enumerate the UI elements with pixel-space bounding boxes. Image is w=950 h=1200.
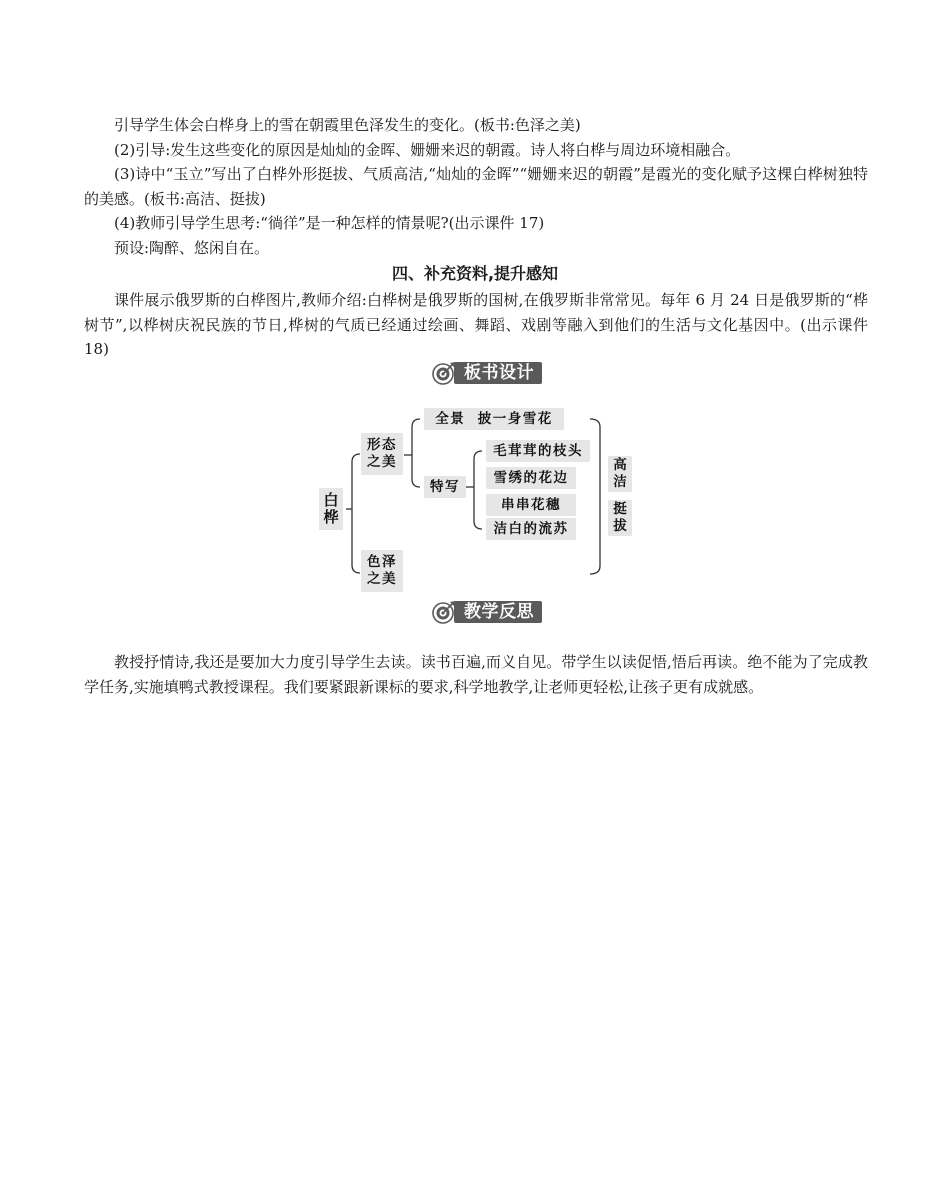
paragraph-guide-2: (2)引导:发生这些变化的原因是灿灿的金晖、姗姗来迟的朝霞。诗人将白桦与周边环境相融合。 <box>114 141 741 159</box>
board-closeup-item: 串串花穗 <box>486 494 576 516</box>
board-root-birch: 白桦 <box>319 488 343 530</box>
paragraph-guide-4: (4)教师引导学生思考:“徜徉”是一种怎样的情景呢?(出示课件 17) <box>114 214 545 232</box>
board-closeup: 特写 <box>424 476 466 498</box>
banner-label: 板书设计 <box>454 362 542 384</box>
paragraph-guide-3: (3)诗中“玉立”写出了白桦外形挺拔、气质高洁,“灿灿的金晖”“姗姗来迟的朝霞”是霞光的变化赋予这棵白桦树独特的美感。(板书:高洁、挺拔) <box>84 165 868 208</box>
board-form-beauty: 形态之美 <box>361 433 403 475</box>
banner-reflection <box>432 600 542 624</box>
target-icon <box>432 361 456 385</box>
paragraph-preset: 预设:陶醉、悠闲自在。 <box>114 239 270 257</box>
board-closeup-item: 雪绣的花边 <box>486 467 576 489</box>
paragraph-reflection: 教授抒情诗,我还是要加大力度引导学生去读。读书百遍,而义自见。带学生以读促悟,悟后再读。绝不能为了完成教学任务,实施填鸭式教授课程。我们要紧跟新课标的要求,科学地教学,让老师更轻松,让孩子更有成就感。 <box>84 653 868 696</box>
board-color-beauty: 色泽之美 <box>361 550 403 592</box>
paragraph-color-change: 引导学生体会白桦身上的雪在朝霞里色泽发生的变化。(板书:色泽之美) <box>114 116 581 134</box>
board-closeup-item: 洁白的流苏 <box>486 518 576 540</box>
target-icon <box>432 600 456 624</box>
board-panorama: 全景 披一身雪花 <box>424 408 564 430</box>
section-title-supplement: 四、补充资料,提升感知 <box>391 264 559 283</box>
board-quality-upright: 挺拔 <box>608 500 632 536</box>
banner-label: 教学反思 <box>454 601 542 623</box>
board-quality-pure: 高洁 <box>608 456 632 492</box>
board-closeup-item: 毛茸茸的枝头 <box>486 440 590 462</box>
paragraph-supplement: 课件展示俄罗斯的白桦图片,教师介绍:白桦树是俄罗斯的国树,在俄罗斯非常常见。每年 6 月 24 日是俄罗斯的“桦树节”,以桦树庆祝民族的节日,桦树的气质已经通过绘画、舞蹈、戏剧等融入到他们的生活与文化基因中。(出示课件 18) <box>84 291 868 358</box>
